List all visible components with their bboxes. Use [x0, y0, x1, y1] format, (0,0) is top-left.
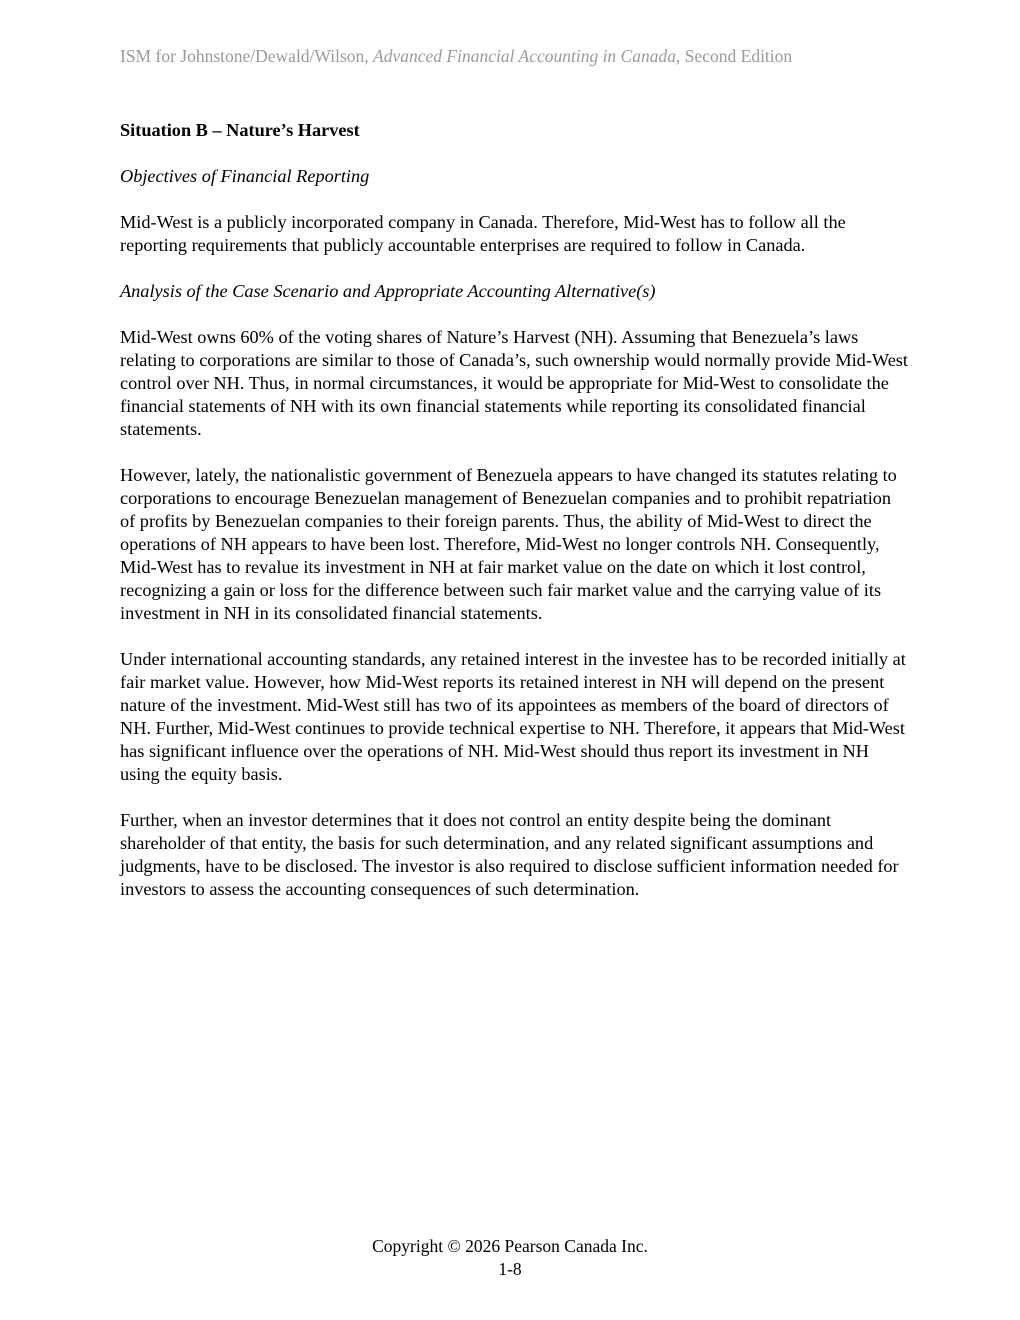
paragraph-analysis-4: Further, when an investor determines that it does not control an entity despite being the dominant shareholder of that entity, the basis for such determination, and any related significant assumptions and judgments, have to be disclosed. The investor is also required to disclose sufficient information needed for investors to assess the accounting consequences of such determination.	[120, 810, 899, 899]
paragraph-objectives: Mid-West is a publicly incorporated company in Canada. Therefore, Mid-West has to follow all the reporting requirements that publicly accountable enterprises are required to follow in Canada.	[120, 212, 846, 255]
document-body	[120, 119, 910, 924]
section-title-analysis: Analysis of the Case Scenario and Appropriate Accounting Alternative(s)	[120, 281, 656, 301]
situation-heading: Situation B – Nature’s Harvest	[120, 120, 360, 140]
section-title-objectives: Objectives of Financial Reporting	[120, 166, 370, 186]
paragraph-analysis-3: Under international accounting standards, any retained interest in the investee has to be recorded initially at fair market value. However, how Mid-West reports its retained interest in NH will depend on the present nature of the investment. Mid-West still has two of its appointees as members of the board of directors of NH. Further, Mid-West continues to provide technical expertise to NH. Therefore, it appears that Mid-West has significant influence over the operations of NH. Mid-West should thus report its investment in NH using the equity basis.	[120, 649, 906, 784]
header-prefix: ISM for Johnstone/Dewald/Wilson,	[120, 46, 374, 66]
running-header	[120, 46, 792, 67]
paragraph-analysis-1: Mid-West owns 60% of the voting shares of Nature’s Harvest (NH). Assuming that Benezuela’s laws relating to corporations are similar to those of Canada’s, such ownership would normally provide Mid-West control over NH. Thus, in normal circumstances, it would be appropriate for Mid-West to consolidate the financial statements of NH with its own financial statements while reporting its consolidated financial statements.	[120, 327, 909, 439]
header-book-title: Advanced Financial Accounting in Canada	[373, 46, 676, 66]
header-suffix: , Second Edition	[675, 46, 793, 66]
copyright-notice: Copyright © 2026 Pearson Canada Inc.	[372, 1236, 648, 1256]
paragraph-analysis-2: However, lately, the nationalistic government of Benezuela appears to have changed its statutes relating to corporations to encourage Benezuelan management of Benezuelan companies and to prohibit repatriation of profits by Benezuelan companies to their foreign parents. Thus, the ability of Mid-West to direct the operations of NH appears to have been lost. Therefore, Mid-West no longer controls NH. Consequently, Mid-West has to revalue its investment in NH at fair market value on the date on which it lost control, recognizing a gain or loss for the difference between such fair market value and the carrying value of its investment in NH in its consolidated financial statements.	[120, 465, 897, 623]
page-footer	[0, 1235, 1020, 1281]
page-number: 1-8	[498, 1259, 522, 1279]
